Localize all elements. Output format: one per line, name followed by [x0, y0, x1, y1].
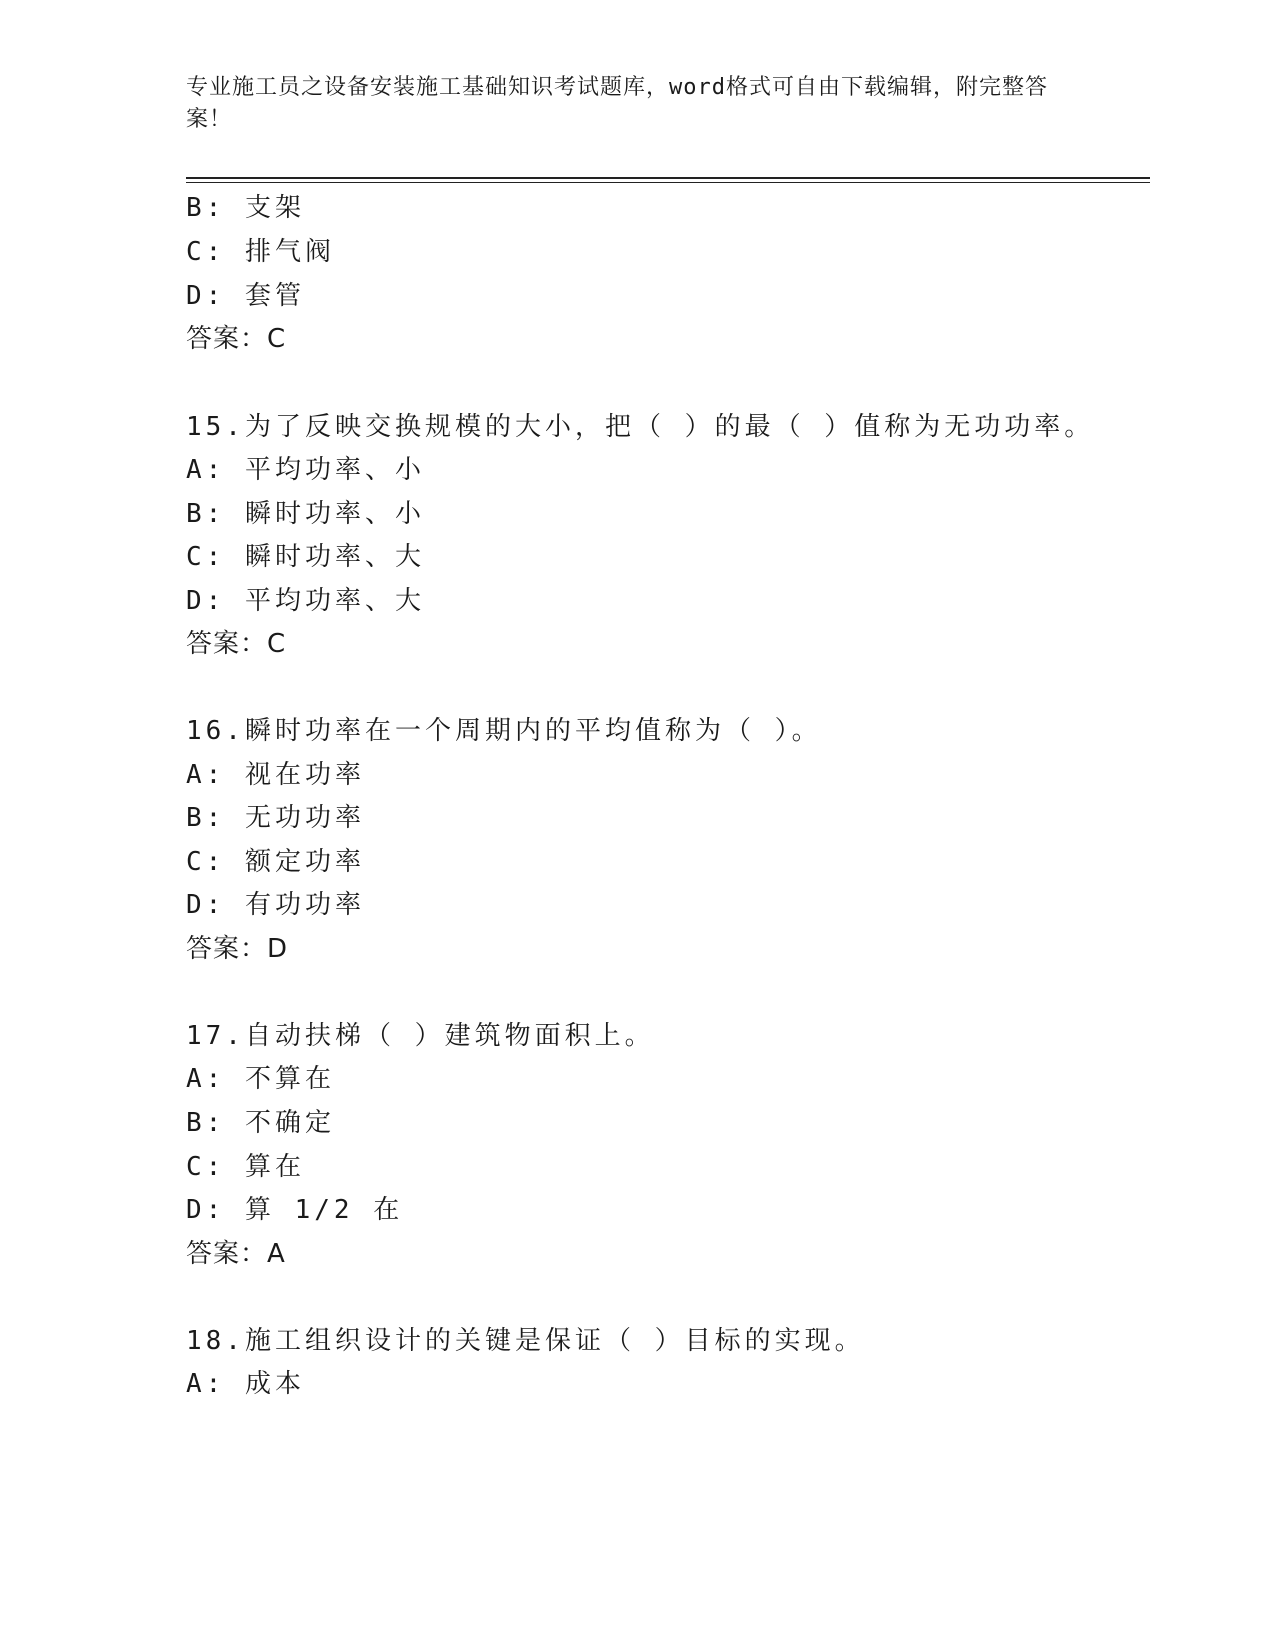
question-stem: 18.施工组织设计的关键是保证（ ）目标的实现。	[186, 1326, 865, 1356]
answer-line: 答案：D	[186, 934, 289, 964]
question-stem: 17.自动扶梯（ ）建筑物面积上。	[186, 1021, 655, 1051]
option-a: A: 不算在	[186, 1064, 335, 1094]
option-a: A: 平均功率、小	[186, 455, 425, 485]
option-a: A: 视在功率	[186, 760, 365, 790]
header-rule-top	[186, 177, 1150, 179]
header-rule-bottom	[186, 182, 1150, 183]
option-b: B: 支架	[186, 193, 305, 223]
option-b: B: 瞬时功率、小	[186, 499, 425, 529]
option-d: D: 有功功率	[186, 890, 365, 920]
question-stem: 16.瞬时功率在一个周期内的平均值称为（ ）。	[186, 716, 822, 746]
option-d: D: 套管	[186, 281, 305, 311]
option-b: B: 不确定	[186, 1108, 335, 1138]
option-d: D: 平均功率、大	[186, 586, 425, 616]
question-stem: 15.为了反映交换规模的大小，把（ ）的最（ ）值称为无功功率。	[186, 412, 1095, 442]
option-c: C: 算在	[186, 1152, 305, 1182]
answer-line: 答案：C	[186, 324, 287, 354]
option-d: D: 算 1/2 在	[186, 1195, 404, 1225]
option-a: A: 成本	[186, 1369, 305, 1399]
answer-line: 答案：C	[186, 629, 287, 659]
option-c: C: 排气阀	[186, 237, 335, 267]
document-header: 专业施工员之设备安装施工基础知识考试题库，word格式可自由下载编辑，附完整答案！	[186, 75, 1048, 132]
option-c: C: 瞬时功率、大	[186, 542, 425, 572]
option-c: C: 额定功率	[186, 847, 365, 877]
answer-line: 答案：A	[186, 1239, 286, 1269]
option-b: B: 无功功率	[186, 803, 365, 833]
